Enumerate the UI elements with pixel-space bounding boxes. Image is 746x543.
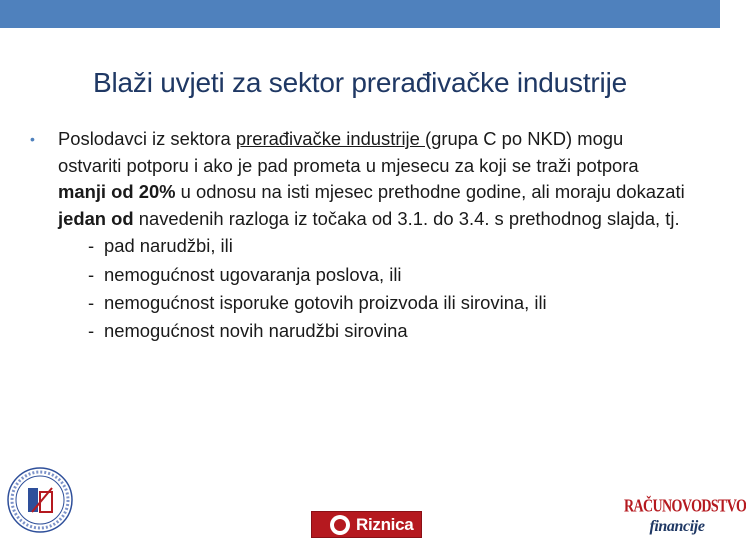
bullet-text-3: navedenih razloga iz točaka od 3.1. do 3.4. s prethodnog slajda, tj. [133, 207, 680, 229]
main-bullet-text [58, 126, 690, 232]
top-accent-bar [0, 0, 720, 28]
sub-item-list [30, 232, 690, 345]
racunovodstvo-financije-logo [624, 497, 746, 539]
sub-item-text: nemogućnost novih narudžbi sirovina [104, 319, 408, 341]
sub-item-text: pad narudžbi, ili [104, 235, 233, 257]
dash-marker: - [88, 319, 95, 341]
sub-item-text: nemogućnost isporuke gotovih proizvoda ili sirovina, ili [104, 291, 547, 313]
dash-marker: - [88, 235, 95, 257]
seal-emblem-icon [4, 458, 74, 538]
bullet-bold-1: manji od 20% [58, 181, 176, 203]
sub-item-text: nemogućnost ugovaranja poslova, ili [104, 263, 402, 285]
bullet-intro: Poslodavci iz sektora [58, 128, 236, 149]
slide-title: Blaži uvjeti za sektor prerađivačke industrije [93, 67, 627, 98]
dash-marker: - [88, 291, 95, 313]
riznica-logo-text: Riznica [356, 514, 414, 534]
main-bullet [30, 126, 690, 232]
sub-item [30, 232, 690, 260]
association-seal-logo [4, 458, 74, 538]
sub-item [30, 289, 690, 317]
bullet-bold-2: jedan od [58, 207, 134, 229]
riznica-logo [311, 511, 422, 538]
sub-item [30, 317, 690, 345]
bullet-underlined: prerađivačke industrije [235, 128, 425, 149]
bullet-dot-icon: • [30, 131, 35, 147]
rv-logo-bottom-text: financije [649, 518, 705, 535]
dash-marker: - [88, 263, 95, 285]
sub-item [30, 261, 690, 289]
bullet-text-2: u odnosu na isti mjesec prethodne godine, ali moraju dokazati [175, 181, 685, 203]
slide-body [30, 126, 690, 345]
rv-logo-top-text: RAČUNOVODSTVO [624, 497, 746, 517]
bullet-text-1: (grupa C po NKD) mogu ostvariti potporu i ako je pad prometa u mjesecu za koji se traži potpora [58, 128, 639, 176]
riznica-emblem-icon [330, 515, 350, 535]
